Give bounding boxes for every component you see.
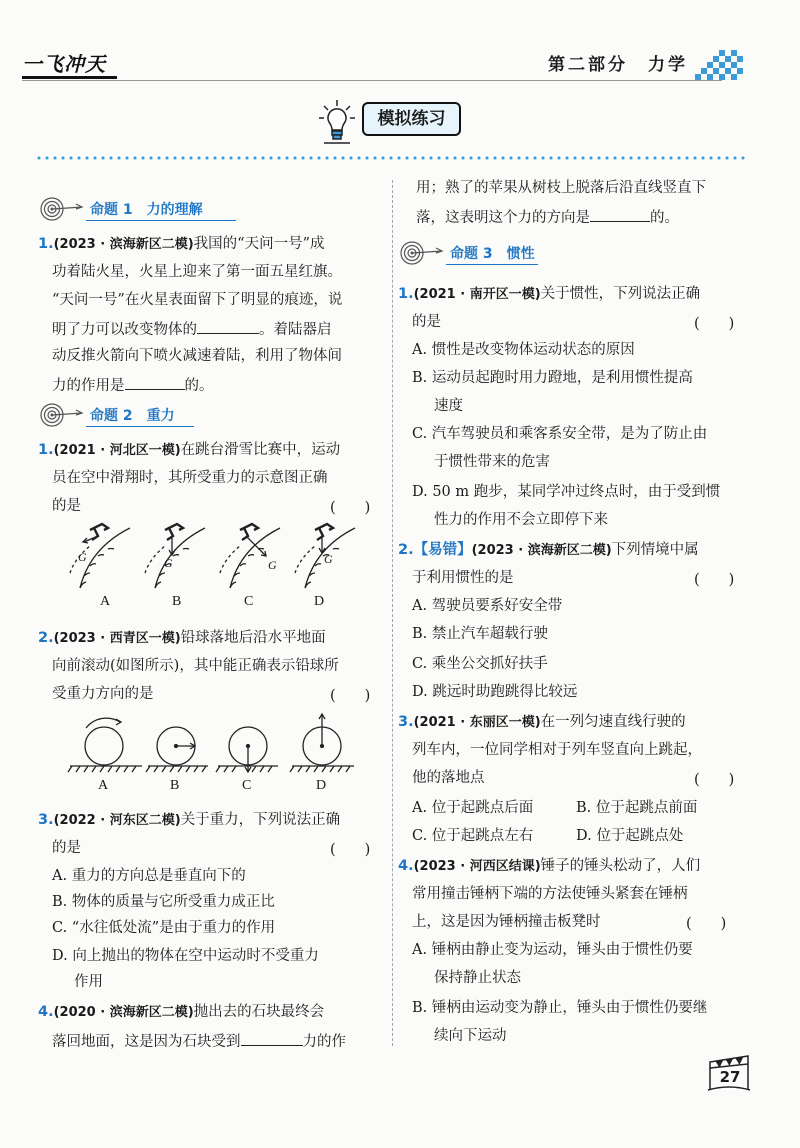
section-title: 第二部分 力学 (548, 55, 688, 75)
q3-1-line-1 (398, 284, 700, 305)
topic-1-label: 命题 1 力的理解 (90, 202, 203, 218)
page-number: 27 (719, 1068, 741, 1086)
q3-1-number: 1. (398, 286, 414, 302)
q3-3-source: (2021 · 东丽区一模) (413, 715, 541, 730)
q3-2-line-1 (398, 540, 699, 561)
lightbulb-icon (318, 98, 356, 146)
q3-2-text: 下列情境中属 (611, 542, 699, 558)
q3-1-option-d-cont: 性力的作用不会立即停下来 (434, 512, 608, 528)
q3-2-option-a: A. 驾驶员要系好安全带 (412, 598, 563, 614)
q3-3-line-3: 他的落地点 (412, 770, 485, 786)
q1-1-line-5: 动反推火箭向下喷火减速着陆，利用了物体间 (52, 348, 342, 364)
q3-1-option-d: D. 50 m 跑步，某同学冲过终点时，由于受到惯 (412, 484, 721, 500)
option-label-c: C (242, 778, 252, 793)
q3-2-option-b: B. 禁止汽车超载行驶 (412, 626, 548, 642)
topic-underline (446, 264, 538, 265)
answer-blank[interactable] (241, 1030, 303, 1046)
q3-4-option-b: B. 锤柄由运动变为静止，锤头由于惯性仍要继 (412, 1000, 708, 1016)
topic-2-label: 命题 2 重力 (90, 408, 175, 424)
topic-heading-2 (40, 402, 200, 428)
option-label-d: D (316, 778, 327, 793)
q3-1-option-b: B. 运动员起跑时用力蹬地，是利用惯性提高 (412, 370, 693, 386)
q1-1-line-1 (38, 234, 325, 255)
q3-4-option-a-cont: 保持静止状态 (434, 970, 521, 986)
banner-title: 模拟练习 (362, 102, 461, 136)
q2-3-source: (2022 · 河东区二模) (53, 813, 181, 828)
q3-1-line-2: 的是 (412, 314, 441, 330)
q1-1-text-4b: 。着陆器启 (259, 322, 332, 338)
q1-1-line-4 (52, 318, 332, 340)
q3-1-option-b-cont: 速度 (434, 398, 463, 414)
q3-1-text: 关于惯性，下列说法正确 (540, 286, 701, 302)
target-icon (40, 196, 86, 222)
q3-4-option-b-cont: 续向下运动 (434, 1028, 507, 1044)
q3-4-number: 4. (398, 858, 414, 874)
q1-1-text-6a: 力的作用是 (52, 378, 125, 394)
q3-2-option-d: D. 跳远时助跑跳得比较远 (412, 684, 578, 700)
q2-4-text-2a: 落回地面，这是因为石块受到 (52, 1034, 241, 1050)
checker-decoration-icon (695, 50, 743, 80)
answer-blank[interactable] (125, 374, 185, 390)
q3-1-option-c: C. 汽车驾驶员和乘客系安全带，是为了防止由 (412, 426, 708, 442)
target-icon (400, 240, 446, 266)
q2-2-line-2: 向前滚动(如图所示)，其中能正确表示铅球所 (52, 658, 339, 674)
q2-3-text: 关于重力，下列说法正确 (180, 812, 341, 828)
q1-1-line-3: “天问一号”在火星表面留下了明显的痕迹，说 (52, 292, 343, 308)
answer-paren[interactable]: ( ) (694, 316, 735, 332)
answer-paren[interactable]: ( ) (330, 688, 371, 704)
column-divider (392, 180, 393, 1046)
q2-2-line-3: 受重力方向的是 (52, 686, 154, 702)
q3-4-line-3: 上，这是因为锤柄撞击板凳时 (412, 914, 601, 930)
option-label-a: A (98, 778, 109, 793)
q2-4-cont-line-2 (416, 206, 679, 228)
q2-1-line-1 (38, 440, 340, 461)
q1-1-line-6 (52, 374, 214, 396)
shot-put-figures (62, 708, 372, 774)
q2-4-line-2 (52, 1030, 346, 1052)
q1-1-source: (2023 · 滨海新区二模) (53, 237, 194, 252)
q2-1-line-3: 的是 (52, 498, 81, 514)
q2-3-line-2: 的是 (52, 840, 81, 856)
q1-1-line-2: 功着陆火星，火星上迎来了第一面五星红旗。 (52, 264, 342, 280)
option-label-a: A (100, 594, 111, 609)
q3-3-text: 在一列匀速直线行驶的 (540, 714, 686, 730)
brand-underline (22, 76, 117, 79)
topic-heading-1 (40, 196, 240, 222)
q3-3-line-1 (398, 712, 686, 733)
q3-4-line-1 (398, 856, 700, 877)
q2-2-source: (2023 · 西青区一模) (53, 631, 181, 646)
answer-paren[interactable]: ( ) (330, 500, 371, 516)
q3-3-line-2: 列车内，一位同学相对于列车竖直向上跳起， (412, 742, 702, 758)
q2-2-line-1 (38, 628, 326, 649)
q3-3-option-a: A. 位于起跳点后面 (412, 800, 534, 816)
answer-blank[interactable] (590, 206, 650, 222)
dotted-separator (35, 156, 747, 160)
option-label-b: B (170, 778, 180, 793)
answer-paren[interactable]: ( ) (330, 842, 371, 858)
answer-paren[interactable]: ( ) (686, 916, 727, 932)
force-label-g: G (324, 552, 333, 566)
q3-2-line-2: 于利用惯性的是 (412, 570, 514, 586)
q3-4-option-a: A. 锤柄由静止变为运动，锤头由于惯性仍要 (412, 942, 693, 958)
q3-4-source: (2023 · 河西区结课) (413, 859, 541, 874)
q2-3-number: 3. (38, 812, 54, 828)
q2-1-number: 1. (38, 442, 54, 458)
force-label-g: G (268, 558, 277, 572)
q2-4-line-1 (38, 1002, 324, 1023)
q2-3-option-d-cont: 作用 (74, 974, 103, 990)
q3-1-option-a: A. 惯性是改变物体运动状态的原因 (412, 342, 635, 358)
q2-4-source: (2020 · 滨海新区二模) (53, 1005, 194, 1020)
q2-1-line-2: 员在空中滑翔时，其所受重力的示意图正确 (52, 470, 328, 486)
q3-1-option-c-cont: 于惯性带来的危害 (434, 454, 550, 470)
q2-1-source: (2021 · 河北区一模) (53, 443, 181, 458)
q1-1-text-4a: 明了力可以改变物体的 (52, 322, 197, 338)
topic-underline (86, 426, 194, 427)
q3-3-option-c: C. 位于起跳点左右 (412, 828, 534, 844)
answer-paren[interactable]: ( ) (694, 572, 735, 588)
q3-3-option-d: D. 位于起跳点处 (576, 828, 684, 844)
force-label-g: G (164, 556, 173, 570)
q3-3-number: 3. (398, 714, 414, 730)
option-label-b: B (172, 594, 182, 609)
q3-4-line-2: 常用撞击锤柄下端的方法使锤头紧套在锤柄 (412, 886, 688, 902)
q2-3-option-c: C. “水往低处流”是由于重力的作用 (52, 920, 276, 936)
q2-4-number: 4. (38, 1004, 54, 1020)
q2-3-option-b: B. 物体的质量与它所受重力成正比 (52, 894, 275, 910)
q2-3-option-d: D. 向上抛出的物体在空中运动时不受重力 (52, 948, 319, 964)
q1-1-number: 1. (38, 236, 54, 252)
q2-4-cont-text-a: 落，这表明这个力的方向是 (416, 210, 590, 226)
error-prone-tag: 【易错】 (413, 541, 472, 558)
force-label-g: G (78, 550, 87, 564)
q2-2-number: 2. (38, 630, 54, 646)
q1-1-text: 我国的“天问一号”成 (193, 236, 325, 252)
topic-3-label: 命题 3 惯性 (450, 246, 535, 262)
q3-2-option-c: C. 乘坐公交抓好扶手 (412, 656, 548, 672)
topic-underline (86, 220, 236, 221)
q2-4-text: 抛出去的石块最终会 (193, 1004, 325, 1020)
answer-blank[interactable] (197, 318, 259, 334)
q2-4-cont-line-1: 用；熟了的苹果从树枝上脱落后沿直线竖直下 (416, 180, 706, 196)
q2-2-text: 铅球落地后沿水平地面 (180, 630, 326, 646)
answer-paren[interactable]: ( ) (694, 772, 735, 788)
q3-3-option-b: B. 位于起跳点前面 (576, 800, 698, 816)
q3-2-source: (2023 · 滨海新区二模) (471, 543, 612, 558)
target-icon (40, 402, 86, 428)
option-label-c: C (244, 594, 254, 609)
q2-1-text: 在跳台滑雪比赛中，运动 (180, 442, 341, 458)
q2-3-line-1 (38, 810, 340, 831)
topic-heading-3 (400, 240, 560, 266)
brand-logo: 一飞冲天 (22, 52, 106, 76)
q1-1-text-6b: 的。 (184, 378, 214, 394)
q2-4-text-2b: 力的作 (302, 1034, 346, 1050)
q2-3-option-a: A. 重力的方向总是垂直向下的 (52, 868, 246, 884)
header-rule (22, 80, 722, 81)
q3-1-source: (2021 · 南开区一模) (413, 287, 541, 302)
q3-2-number: 2. (398, 542, 414, 558)
q3-4-text: 锤子的锤头松动了，人们 (540, 858, 701, 874)
option-label-d: D (314, 594, 325, 609)
q2-4-cont-text-b: 的。 (650, 210, 679, 226)
